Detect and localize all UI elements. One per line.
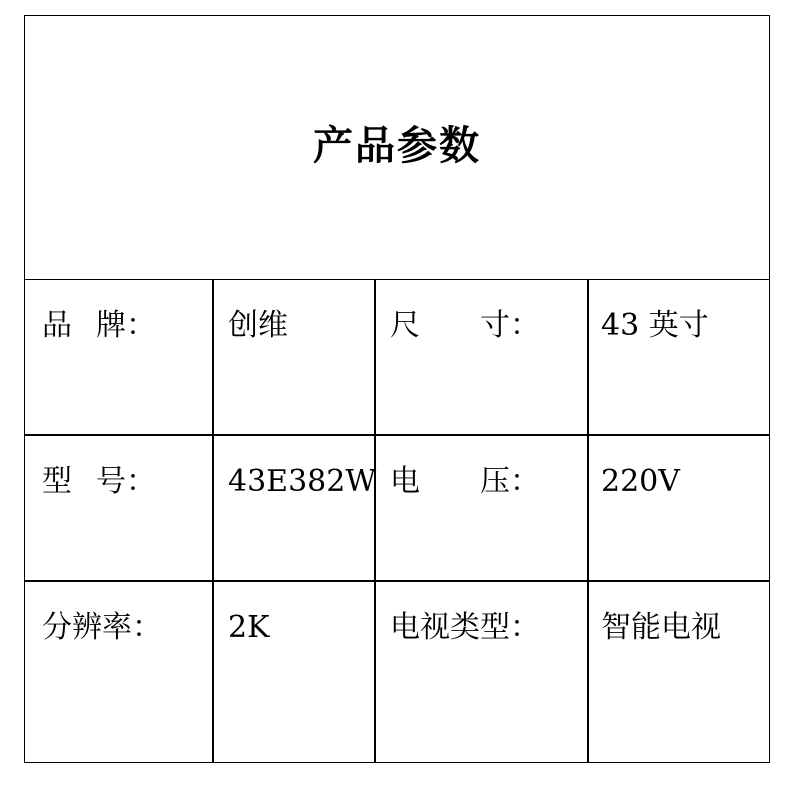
model-value: 43E382W <box>228 464 377 499</box>
resolution-value: 2K <box>228 610 270 645</box>
table-title: 产品参数 <box>313 122 481 169</box>
voltage-label-char: 压： <box>480 464 540 499</box>
column-divider <box>212 280 214 763</box>
voltage-label-char: 电 <box>390 464 420 499</box>
resolution-label: 分辨率： <box>42 610 162 645</box>
parameters-grid <box>25 280 769 763</box>
voltage-value: 220V <box>601 464 680 499</box>
size-value: 43 英寸 <box>601 308 709 343</box>
tv-type-label: 电视类型： <box>390 610 540 645</box>
column-divider <box>374 280 376 763</box>
voltage-label <box>390 464 540 500</box>
model-label-char: 号： <box>96 464 156 499</box>
model-label-char: 型 <box>42 464 72 499</box>
column-divider <box>587 280 589 763</box>
brand-label-char: 牌： <box>96 308 156 343</box>
brand-label-char: 品 <box>42 308 72 343</box>
brand-value: 创维 <box>228 308 288 343</box>
model-label <box>42 464 156 500</box>
size-label-char: 尺 <box>390 308 420 343</box>
tv-type-value: 智能电视 <box>601 610 721 645</box>
size-label-char: 寸： <box>480 308 540 343</box>
row-divider <box>25 434 769 436</box>
row-divider <box>25 580 769 582</box>
brand-label <box>42 308 156 344</box>
title-cell <box>25 16 769 280</box>
size-label <box>390 308 540 344</box>
product-parameters-table <box>24 15 770 763</box>
